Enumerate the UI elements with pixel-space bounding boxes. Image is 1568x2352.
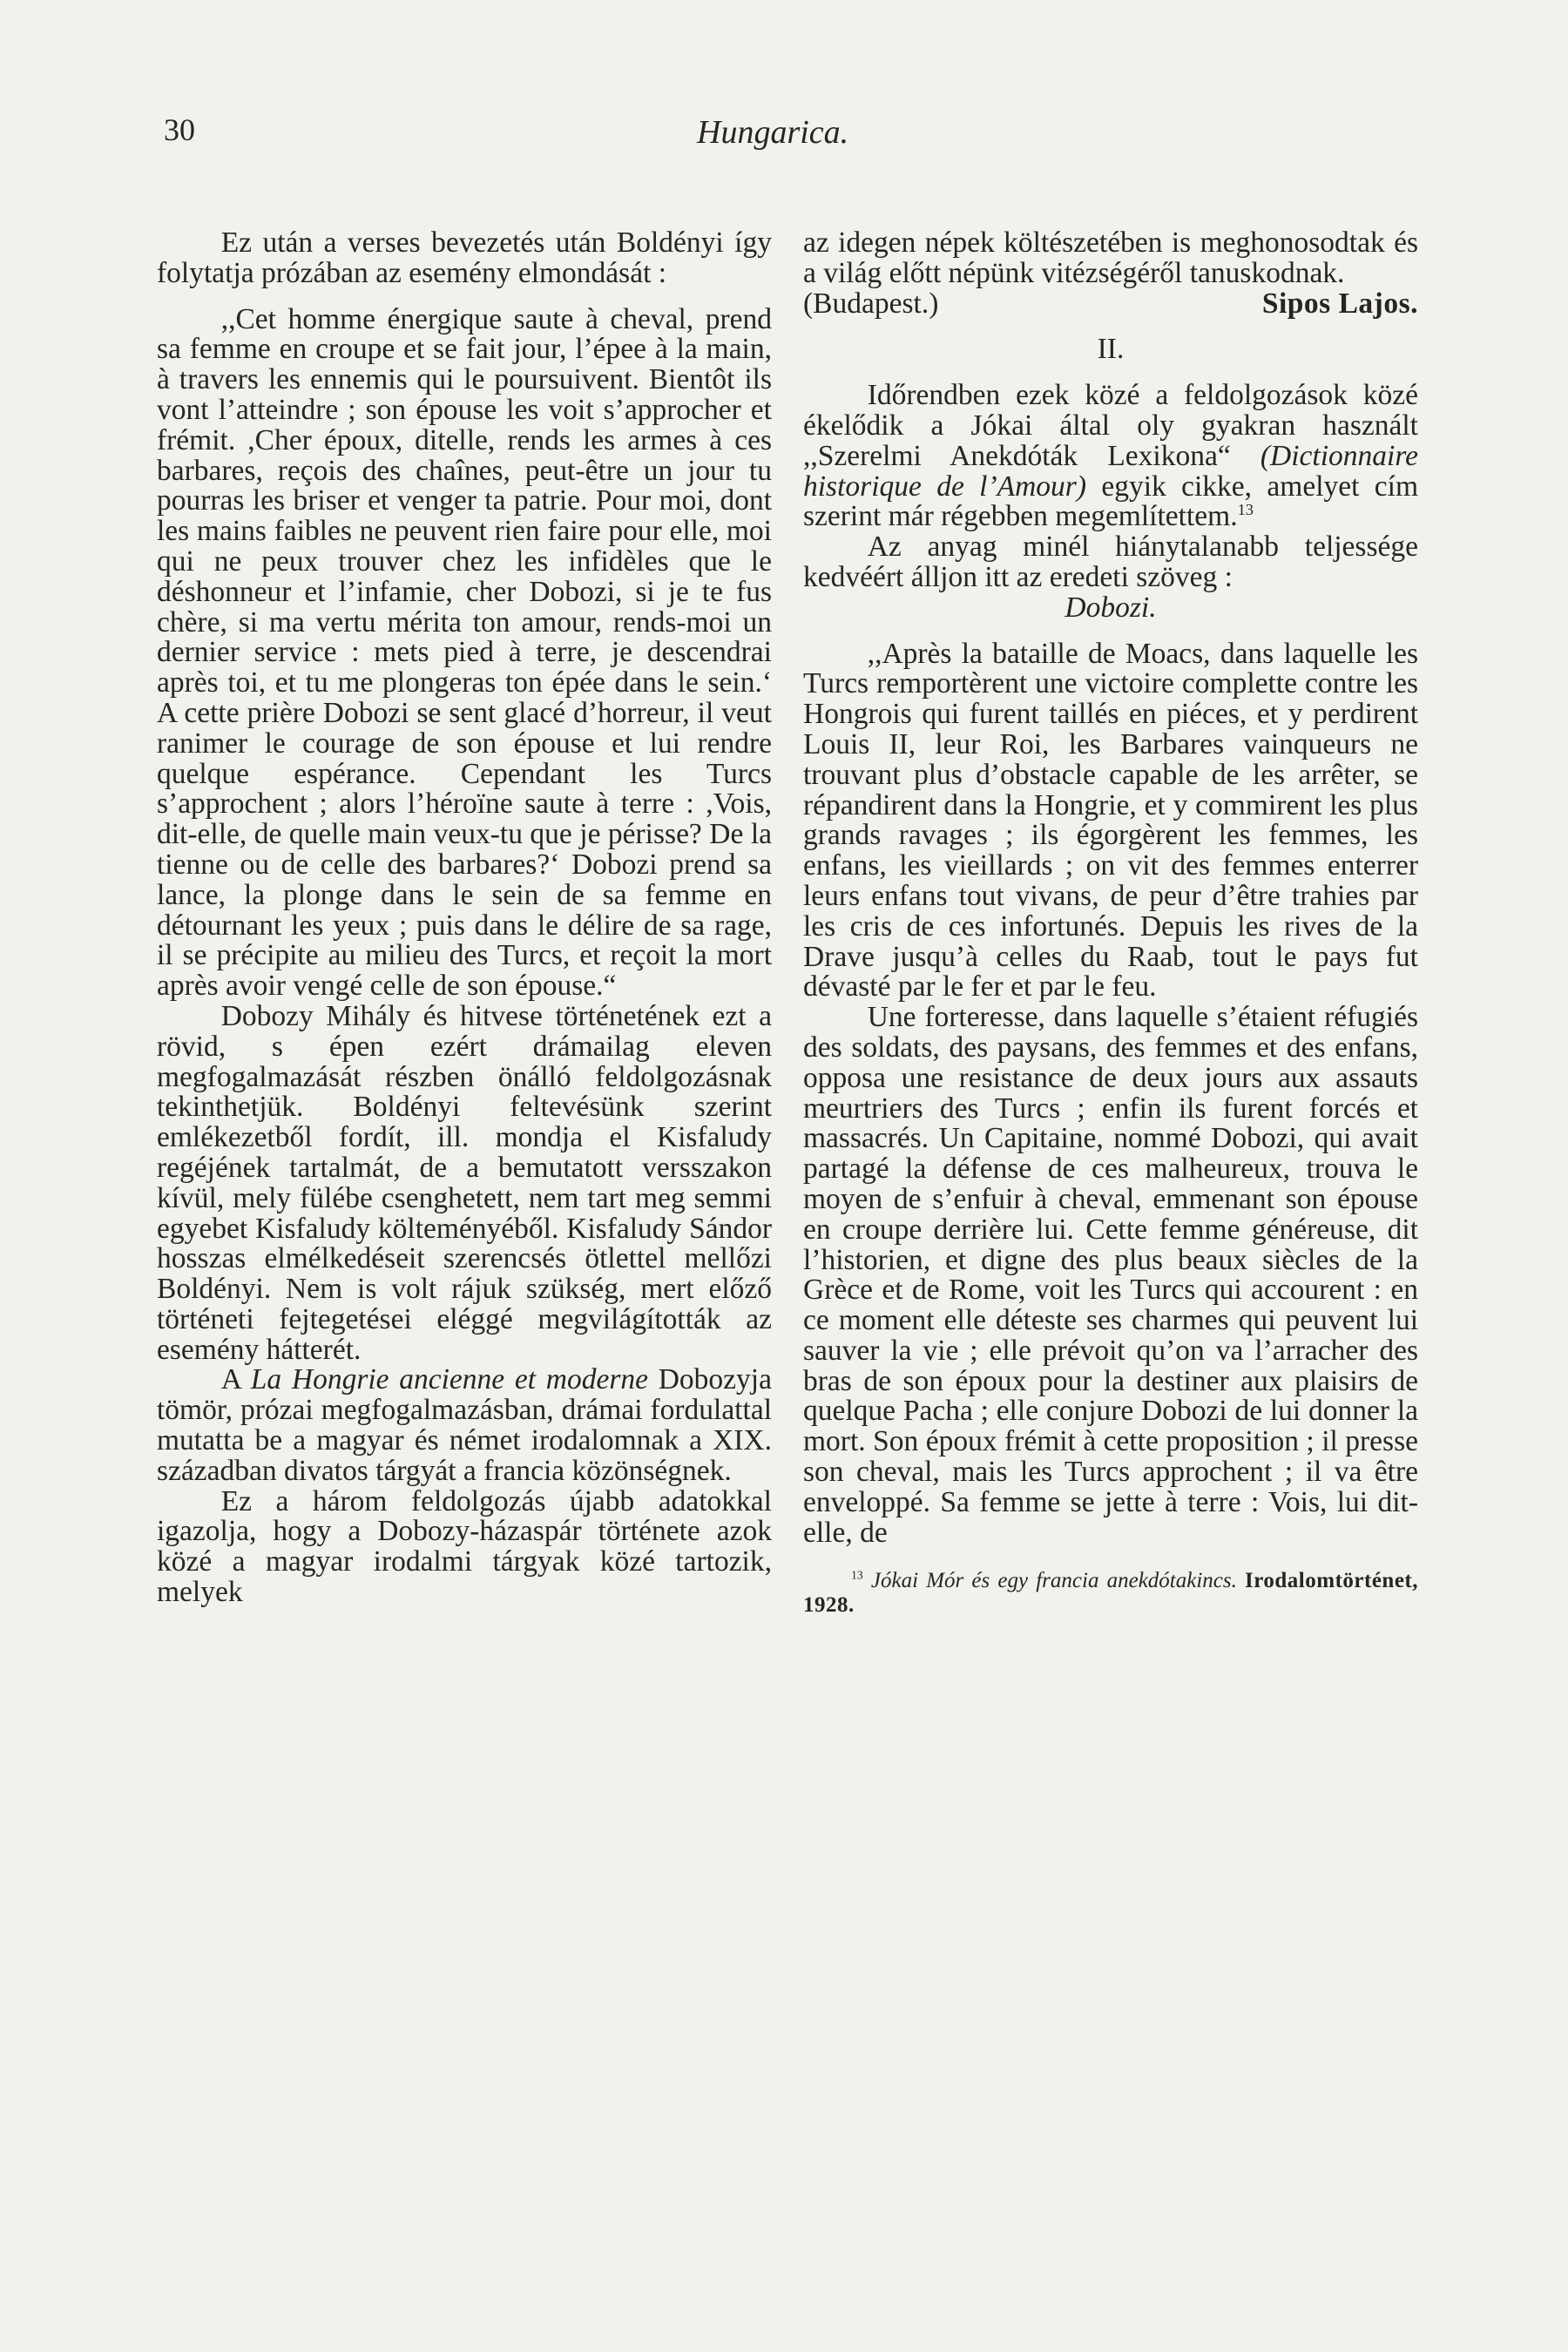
footnote-ref: 13 [1237, 501, 1254, 519]
paragraph: Az anyag minél hiánytalanabb teljessége kedvéért álljon itt az eredeti szöveg : [803, 531, 1418, 593]
page-number: 30 [164, 112, 195, 147]
book-title: La Hongrie ancienne et moderne [250, 1363, 649, 1396]
paragraph: Ez a három feldolgozás újabb adatokkal igazolja, hogy a Dobozy-házaspár története azok közé a magyar irodalmi tárgyak közé tartozik, melyek [157, 1484, 772, 1609]
author-name: Sipos Lajos. [1261, 287, 1418, 320]
section-heading: Dobozi. [1064, 591, 1157, 624]
quoted-paragraph: ,,Cet homme énergique saute à cheval, prend sa femme en croupe et se fait jour, l’épee à la main, à travers les ennemis qui le poursuivent. Bientôt ils vont l’atteindre ; son épouse les voit s’approcher et frémit. ,Cher époux, ditelle, rends les armes à ces barbares, reçois des chaînes, peut-être un jour tu pourras les briser et venger ta patrie. Pour moi, dont les mains faibles ne peuvent rien faire pour elle, moi qui ne peux trouver chez les infidèles que le déshonneur et l’infamie, cher Dobozi, si je te fus chère, si ma vertu mérita ton amour, rends-moi un dernier service : mets pied à terre, je descendrai après toi, et tu me plongeras ton épée dans le sein.‘ A cette prière Dobozi se sent glacé d’horreur, il veut ranimer le courage de son épouse et lui rendre quelque espérance. Cependant les Turcs s’approchent ; alors l’héroïne saute à terre : ,Vois, dit-elle, de quelle main veux-tu que je périsse? De la tienne ou de celle des barbares?‘ Dobozi prend sa lance, la plonge dans le sein de sa femme en détournant les yeux ; puis dans le délire de sa rage, il se précipite au milieu des Turcs, et reçoit la mort après avoir vengé celle de son épouse.“ [157, 302, 772, 1003]
footnote-text: Jókai Mór és egy francia anekdótakincs. [870, 1569, 1237, 1593]
running-title: Hungarica. [697, 114, 849, 151]
quoted-paragraph: Une forteresse, dans laquelle s’étaient réfugiés des soldats, des paysans, des femmes et des enfans, opposa une resistance de deux jours aux assauts meurtriers des Turcs ; enfin ils furent forcés et massacrés. Un Capitaine, nommé Dobozi, qui avait partagé la défense de ces malheureux, trouva le moyen de s’enfuir à cheval, emmenant son épouse en croupe derrière lui. Cette femme généreuse, dit l’historien, et digne des plus beaux siècles de la Grèce et de Rome, voit les Turcs qui accourent : en ce moment elle déteste ses charmes qui peuvent lui sauver la vie ; elle prévoit qu’on va l’arracher des bras de son époux pour la destiner aux plaisirs de quelque Pacha ; elle conjure Dobozi de lui donner la mort. Son époux frémit à cette proposition ; il presse son cheval, mais les Turcs approchent ; il va être enveloppé. Sa femme se jette à terre : Vois, lui dit-elle, de [803, 1001, 1418, 1549]
quoted-paragraph: ,,Après la bataille de Moacs, dans laquelle les Turcs remportèrent une victoire complette contre les Hongrois qui furent taillés en piéces, et y perdirent Louis II, leur Roi, les Barbares vainqueurs ne trouvant plus d’obstacle capable de les arrêter, se répandirent dans la Hongrie, et y commirent les plus grands ravages ; ils égorgèrent les femmes, les enfans, les vieillards ; on vit des femmes enterrer leurs enfans tout vivans, de peur d’être trahies par les cris de ces infortunés. Depuis les rives de la Drave jusqu’à celles du Raab, tout le pays fut dévasté par le fer et par le feu. [803, 637, 1418, 1004]
footnote-number: 13 [851, 1569, 863, 1583]
place-label: (Budapest.) [803, 287, 939, 320]
paragraph: az idegen népek költészetében is meghonosodtak és a világ előtt népünk vitézségéről tanuskodnak. [803, 226, 1418, 289]
signature-line [803, 289, 1418, 320]
paragraph: Ez után a verses bevezetés után Boldényi így folytatja prózában az esemény elmondását : [157, 226, 772, 289]
book-title: (Dictionnaire historique de l’Amour) [803, 439, 1418, 503]
paragraph: Időrendben ezek közé a feldolgozások közé ékelődik a Jókai által oly gyakran használt ,,Szerelmi Anekdóták Lexikona“ (Dictionnaire historique de l’Amour) egyik cikke, amelyet cím szerint már régebben megemlítettem.$^{13}$ [803, 379, 1419, 533]
paragraph: A La Hongrie ancienne et moderne Dobozyja tömör, prózai megfogalmazásban, drámai fordulattal mutatta be a magyar és német irodalomnak a XIX. században divatos tárgyát a francia közönségnek. [157, 1363, 772, 1487]
footnote-source: Irodalomtörténet, 1928. [803, 1569, 1418, 1618]
footnote [803, 1569, 1418, 1618]
right-column [803, 228, 1418, 1618]
left-column [157, 228, 772, 1608]
section-number: II. [1097, 333, 1125, 366]
paragraph: Dobozy Mihály és hitvese történetének ezt a rövid, s épen ezért drámailag eleven megfogalmazását részben önálló feldolgozásnak tekinthetjük. Boldényi feltevésünk szerint emlékezetből fordít, ill. mondja el Kisfaludy regéjének tartalmát, de a bemutatott versszakon kívül, mely fülébe csenghetett, nem tart meg semmi egyebet Kisfaludy költeményéből. Kisfaludy Sándor hosszas elmélkedéseit szerencsés ötlettel mellőzi Boldényi. Nem is volt rájuk szükség, mert előző történeti fejtegetései eléggé megvilágították az esemény hátterét. [157, 999, 772, 1366]
